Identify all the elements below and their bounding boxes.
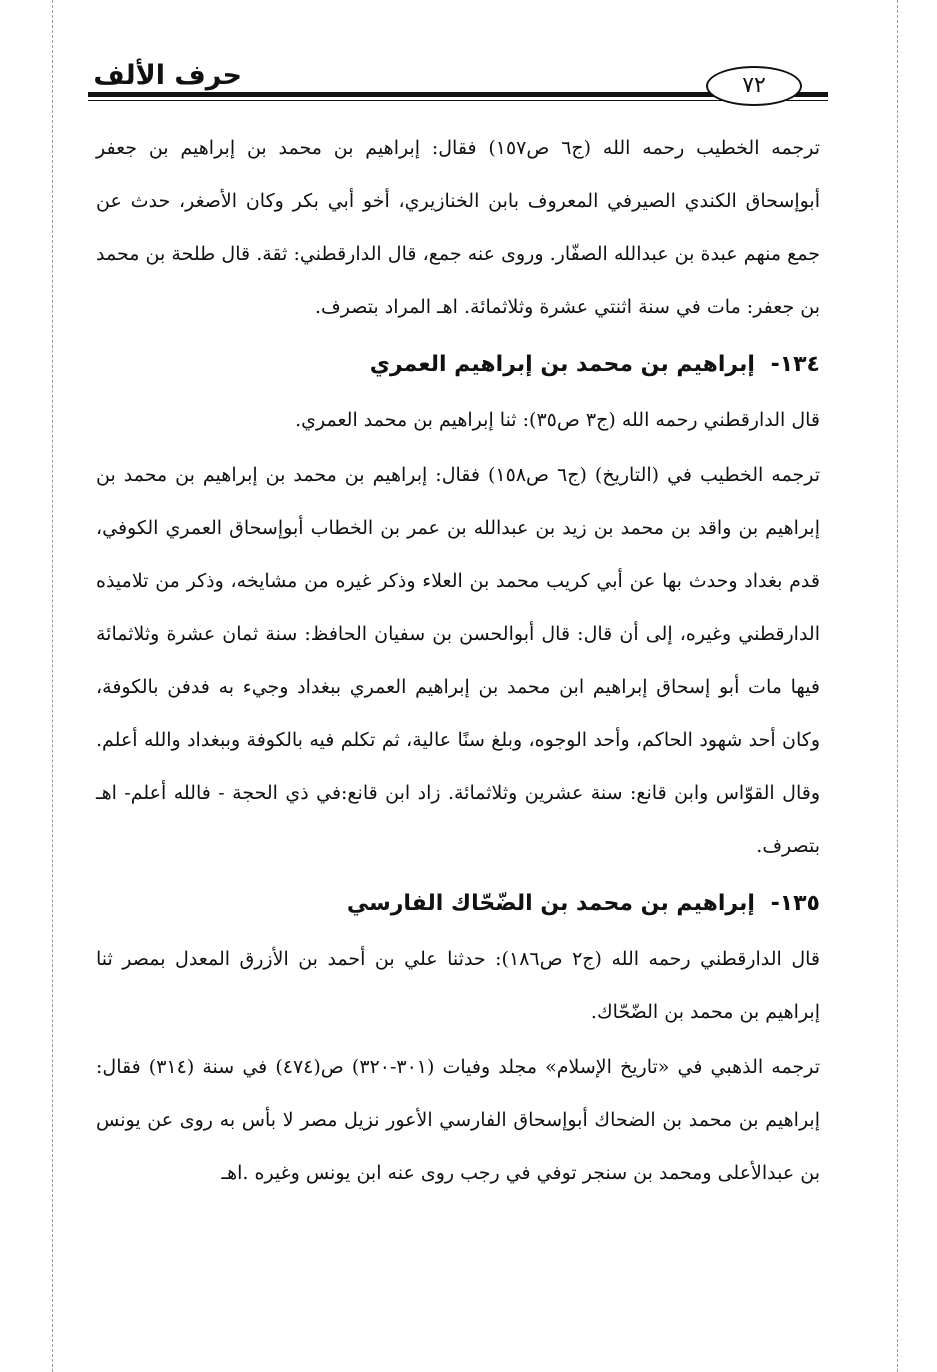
paragraph: قال الدارقطني رحمه الله (ج٢ ص١٨٦): حدثنا علي بن أحمد بن الأزرق المعدل بمصر ثنا إبراهيم بن محمد بن الضّحّاك.	[96, 948, 820, 1023]
entry-number: ١٣٥-	[770, 891, 820, 916]
page-number-badge	[706, 66, 802, 106]
entry-title: إبراهيم بن محمد بن إبراهيم العمري	[369, 352, 755, 377]
right-dashed-guide	[897, 0, 898, 1372]
header-rule-thin	[88, 100, 828, 101]
page-header	[88, 58, 828, 110]
entry-title: إبراهيم بن محمد بن الضّحّاك الفارسي	[346, 891, 755, 916]
entry-heading-134	[96, 340, 820, 390]
left-dashed-guide	[52, 0, 53, 1372]
entry-number: ١٣٤-	[770, 352, 820, 377]
page-number: ٧٢	[742, 73, 766, 98]
paragraph: قال الدارقطني رحمه الله (ج٣ ص٣٥): ثنا إبراهيم بن محمد العمري.	[295, 409, 820, 431]
entry-heading-135	[96, 879, 820, 929]
paragraph: ترجمه الذهبي في «تاريخ الإسلام» مجلد وفيات (٣٠١-٣٢٠) ص(٤٧٤) في سنة (٣١٤) فقال: إبراهيم بن محمد بن الضحاك أبوإسحاق الفارسي الأعور نزيل مصر لا بأس به روى عن يونس بن عبدالأعلى ومحمد بن سنجر توفي في رجب روى عنه ابن يونس وغيره .اهـ	[96, 1056, 820, 1184]
paragraph: ترجمه الخطيب رحمه الله (ج٦ ص١٥٧) فقال: إبراهيم بن محمد بن إبراهيم بن جعفر أبوإسحاق الكندي الصيرفي المعروف بابن الخنازيري، أخو أبي بكر وكان الأصغر، حدث عن جمع منهم عبدة بن عبدالله الصفّار. وروى عنه جمع، قال الدارقطني: ثقة. قال طلحة بن محمد بن جعفر: مات في سنة اثنتي عشرة وثلاثمائة. اهـ المراد بتصرف.	[96, 137, 820, 318]
page-body	[96, 122, 820, 1200]
paragraph: ترجمه الخطيب في (التاريخ) (ج٦ ص١٥٨) فقال: إبراهيم بن محمد بن إبراهيم بن محمد بن إبراهيم بن واقد بن محمد بن زيد بن عبدالله بن عمر بن الخطاب أبوإسحاق العمري الكوفي، قدم بغداد وحدث بها عن أبي كريب محمد بن العلاء وذكر غيره من مشايخه، وذكر من تلاميذه الدارقطني وغيره، إلى أن قال: قال أبوالحسن بن سفيان الحافظ: سنة ثمان عشرة وثلاثمائة فيها مات أبو إسحاق إبراهيم ابن محمد بن إبراهيم العمري ببغداد وجيء به فدفن بالكوفة، وكان أحد شهود الحاكم، وأحد الوجوه، وبلغ سنًا عالية، ثم تكلم فيه بالكوفة وببغداد والله أعلم. وقال القوّاس وابن قانع: سنة عشرين وثلاثمائة. زاد ابن قانع:في ذي الحجة - فالله أعلم- اهـ بتصرف.	[96, 464, 820, 857]
chapter-title: حرف الألف	[93, 60, 242, 91]
